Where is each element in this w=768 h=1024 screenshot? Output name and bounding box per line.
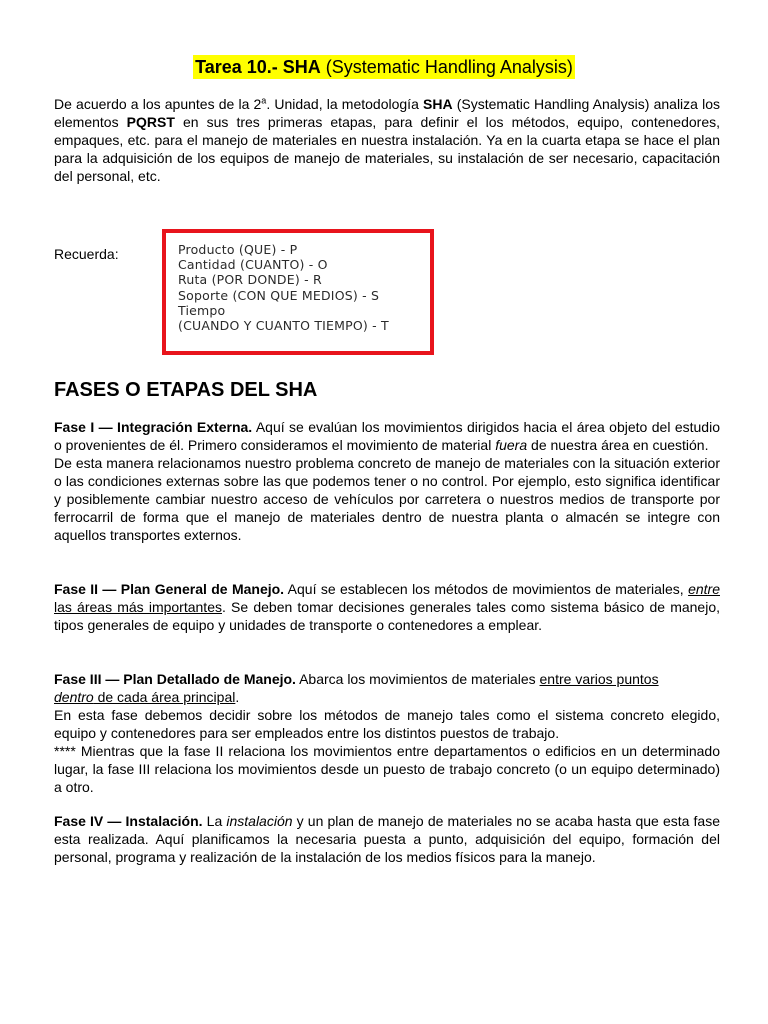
fase-3-underline-2 xyxy=(54,689,235,705)
intro-text-1: De acuerdo a los apuntes de la 2 xyxy=(54,96,262,112)
fase-3-paragraph-3: **** Mientras que la fase II relaciona los movimientos entre departamentos o edificios en un determinado lugar, la fase III relaciona los movimientos desde un puesto de trabajo concreto (o un equipo determinado) a otro. xyxy=(54,743,720,795)
fase-1-paragraph xyxy=(54,418,720,454)
fase-2-block xyxy=(54,580,720,634)
pqrst-line: Cantidad (CUANTO) - O xyxy=(178,257,328,273)
title-rest: (Systematic Handling Analysis) xyxy=(320,57,573,77)
fase-3-paragraph-2: En esta fase debemos decidir sobre los métodos de manejo tales como el sistema concreto elegido, equipo y contenedores para ser empleados entre los distintos puestos de trabajo. xyxy=(54,707,720,741)
fase-4-instalacion: instalación xyxy=(226,813,293,829)
pqrst-line: (CUANDO Y CUANTO TIEMPO) - T xyxy=(178,318,389,334)
intro-text-2: . Unidad, la metodología xyxy=(266,96,424,112)
fase-3-underline-1: entre varios puntos xyxy=(539,671,659,687)
fase-3-area-principal: de cada área principal xyxy=(93,689,236,705)
pqrst-line: Tiempo xyxy=(178,302,226,318)
fase-4-text-2: y un plan de manejo de materiales no se acaba hasta que esta fase esta realizada. Aquí planificamos la necesaria puesta a punto, adquisición del equipo, formación del personal, programa y realización de la instalación de los medios físicos para la manejo. xyxy=(54,813,721,865)
fase-2-text-1: Aquí se establecen los métodos de movimientos de materiales, xyxy=(284,581,689,597)
fase-3-text-1: Abarca los movimientos de materiales xyxy=(295,671,540,687)
pqrst-reminder-box xyxy=(162,229,434,355)
title-container xyxy=(0,55,768,79)
fase-1-heading: Fase I — Integración Externa. xyxy=(54,419,253,435)
fase-4-heading: Fase IV — Instalación. xyxy=(54,813,203,829)
intro-pqrst: PQRST xyxy=(126,114,175,130)
fase-4-block xyxy=(54,812,720,866)
intro-text-3: (Systematic Handling Analysis) analiza los elementos xyxy=(54,96,720,130)
fase-2-text-2: . Se deben tomar decisiones generales tales como sistema básico de manejo, tipos generales de equipo y unidades de transporte o contenedores a emplear. xyxy=(54,599,721,633)
recuerda-label: Recuerda: xyxy=(54,246,119,262)
pqrst-list xyxy=(178,242,389,333)
fase-1-text-2: de nuestra área en cuestión. xyxy=(527,437,709,453)
intro-paragraph xyxy=(54,95,720,185)
pqrst-line: Soporte (CON QUE MEDIOS) - S xyxy=(178,287,380,303)
pqrst-line: Ruta (POR DONDE) - R xyxy=(178,272,322,288)
pqrst-line: Producto (QUE) - P xyxy=(178,242,298,257)
title-bold: Tarea 10.- SHA xyxy=(195,57,321,77)
fase-3-heading: Fase III — Plan Detallado de Manejo. xyxy=(54,671,296,687)
fase-3-text-2: . xyxy=(235,689,240,705)
fase-4-text-1: La xyxy=(202,813,227,829)
page-title xyxy=(193,55,575,79)
intro-sha: SHA xyxy=(423,96,453,112)
fase-2-heading: Fase II — Plan General de Manejo. xyxy=(54,581,285,597)
fase-1-text-1: Aquí se evalúan los movimientos dirigidos hacia el área objeto del estudio o provenientes de él. Primero consideramos el movimiento de material xyxy=(54,419,720,453)
fase-1-fuera: fuera xyxy=(495,437,528,453)
fase-2-entre: entre xyxy=(688,581,720,597)
fase-4-paragraph xyxy=(54,812,720,866)
fase-3-dentro: dentro xyxy=(54,689,94,705)
intro-superscript: a xyxy=(261,95,267,106)
fase-3-block xyxy=(54,670,720,796)
section-heading: FASES O ETAPAS DEL SHA xyxy=(54,379,318,401)
fase-1-paragraph-2: De esta manera relacionamos nuestro problema concreto de manejo de materiales con la situación exterior o las condiciones externas sobre las que podemos tener o no control. Por ejemplo, esto significa identificar y posiblemente cambiar nuestro acceso de vehículos por carretera o nuestros medios de transporte por ferrocarril de forma que el manejo de materiales dentro de nuestra planta o almacén se integre con aquellos transportes externos. xyxy=(54,455,720,543)
fase-2-paragraph xyxy=(54,580,720,634)
intro-text-4: en sus tres primeras etapas, para definir el los métodos, equipo, contenedores, empaques, etc. para el manejo de materiales en nuestra instalación. Ya en la cuarta etapa se hace el plan para la adquisición de los equipos de manejo de materiales, su instalación de ser necesario, capacitación del personal, etc. xyxy=(54,114,720,184)
fase-1-block xyxy=(54,418,720,544)
fase-2-areas: las áreas más importantes xyxy=(54,599,222,615)
fase-3-paragraph xyxy=(54,670,720,706)
